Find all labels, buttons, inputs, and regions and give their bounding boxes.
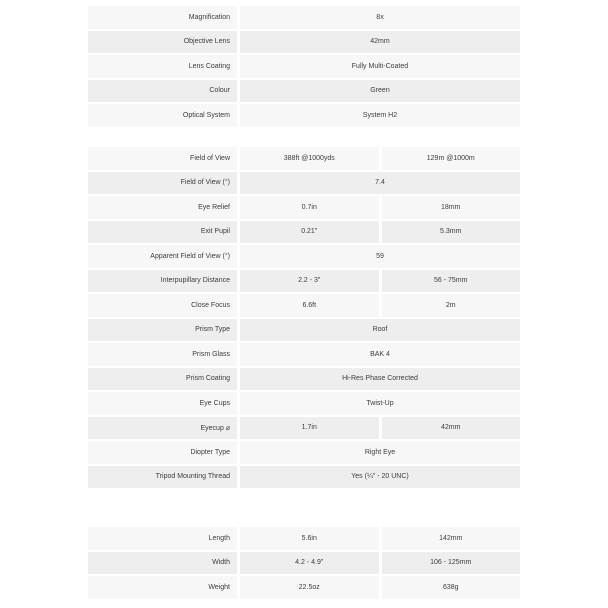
optical-system-value: System H2	[240, 104, 520, 127]
length-label: Length	[88, 527, 237, 550]
exit-pupil-values	[240, 221, 520, 244]
magnification-values	[240, 6, 520, 29]
spec-row-width	[88, 552, 520, 575]
general-specs-table	[88, 6, 520, 129]
tripod-mounting-thread-value: Yes (¼" - 20 UNC)	[240, 466, 520, 489]
spec-row-diopter-type	[88, 441, 520, 464]
eye-cups-values	[240, 392, 520, 415]
apparent-field-of-view-values	[240, 245, 520, 268]
tripod-mounting-thread-values	[240, 466, 520, 489]
prism-coating-label: Prism Coating	[88, 368, 237, 391]
length-metric-value: 142mm	[382, 527, 521, 550]
exit-pupil-label: Exit Pupil	[88, 221, 237, 244]
optical-system-label: Optical System	[88, 104, 237, 127]
eyecup-diameter-metric-value: 42mm	[382, 417, 521, 440]
eyecup-diameter-values	[240, 417, 520, 440]
field-of-view-label: Field of View	[88, 147, 237, 170]
spec-row-colour	[88, 80, 520, 103]
objective-lens-values	[240, 31, 520, 54]
spec-row-field-of-view	[88, 147, 520, 170]
interpupillary-distance-values	[240, 270, 520, 293]
eye-relief-label: Eye Relief	[88, 196, 237, 219]
spec-row-prism-type	[88, 319, 520, 342]
lens-coating-label: Lens Coating	[88, 55, 237, 78]
magnification-label: Magnification	[88, 6, 237, 29]
prism-coating-value: Hi-Res Phase Corrected	[240, 368, 520, 391]
eye-cups-label: Eye Cups	[88, 392, 237, 415]
weight-imperial-value: 22.5oz	[240, 576, 379, 599]
field-of-view-imperial-value: 388ft @1000yds	[240, 147, 379, 170]
eye-cups-value: Twist-Up	[240, 392, 520, 415]
width-imperial-value: 4.2 - 4.9"	[240, 552, 379, 575]
exit-pupil-imperial-value: 0.21"	[240, 221, 379, 244]
colour-value: Green	[240, 80, 520, 103]
width-values	[240, 552, 520, 575]
field-of-view-degrees-value: 7.4	[240, 172, 520, 195]
spec-row-exit-pupil	[88, 221, 520, 244]
eye-relief-values	[240, 196, 520, 219]
close-focus-metric-value: 2m	[382, 294, 521, 317]
dimensions-table	[88, 527, 520, 601]
prism-coating-values	[240, 368, 520, 391]
colour-values	[240, 80, 520, 103]
spec-row-magnification	[88, 6, 520, 29]
field-of-view-values	[240, 147, 520, 170]
spec-row-weight	[88, 576, 520, 599]
prism-type-values	[240, 319, 520, 342]
lens-coating-values	[240, 55, 520, 78]
optical-specs-table	[88, 147, 520, 490]
spec-row-eye-cups	[88, 392, 520, 415]
close-focus-imperial-value: 6.6ft	[240, 294, 379, 317]
eyecup-diameter-imperial-value: 1.7in	[240, 417, 379, 440]
weight-label: Weight	[88, 576, 237, 599]
interpupillary-distance-label: Interpupillary Distance	[88, 270, 237, 293]
spec-row-tripod-mounting-thread	[88, 466, 520, 489]
interpupillary-distance-imperial-value: 2.2 - 3"	[240, 270, 379, 293]
colour-label: Colour	[88, 80, 237, 103]
spec-row-eye-relief	[88, 196, 520, 219]
spec-row-prism-glass	[88, 343, 520, 366]
weight-values	[240, 576, 520, 599]
objective-lens-value: 42mm	[240, 31, 520, 54]
objective-lens-label: Objective Lens	[88, 31, 237, 54]
prism-glass-values	[240, 343, 520, 366]
spec-row-eyecup-diameter	[88, 417, 520, 440]
close-focus-values	[240, 294, 520, 317]
eyecup-diameter-label: Eyecup ⌀	[88, 417, 237, 440]
tripod-mounting-thread-label: Tripod Mounting Thread	[88, 466, 237, 489]
apparent-field-of-view-value: 59	[240, 245, 520, 268]
diopter-type-label: Diopter Type	[88, 441, 237, 464]
eye-relief-imperial-value: 0.7in	[240, 196, 379, 219]
spec-row-field-of-view-degrees	[88, 172, 520, 195]
spec-row-lens-coating	[88, 55, 520, 78]
prism-type-label: Prism Type	[88, 319, 237, 342]
field-of-view-degrees-values	[240, 172, 520, 195]
length-values	[240, 527, 520, 550]
prism-type-value: Roof	[240, 319, 520, 342]
spec-row-objective-lens	[88, 31, 520, 54]
lens-coating-value: Fully Multi-Coated	[240, 55, 520, 78]
spec-row-apparent-field-of-view	[88, 245, 520, 268]
length-imperial-value: 5.6in	[240, 527, 379, 550]
interpupillary-distance-metric-value: 56 - 75mm	[382, 270, 521, 293]
eye-relief-metric-value: 18mm	[382, 196, 521, 219]
magnification-value: 8x	[240, 6, 520, 29]
width-label: Width	[88, 552, 237, 575]
prism-glass-value: BAK 4	[240, 343, 520, 366]
field-of-view-degrees-label: Field of View (°)	[88, 172, 237, 195]
spec-row-optical-system	[88, 104, 520, 127]
spec-row-length	[88, 527, 520, 550]
spec-row-close-focus	[88, 294, 520, 317]
weight-metric-value: 638g	[382, 576, 521, 599]
prism-glass-label: Prism Glass	[88, 343, 237, 366]
diopter-type-values	[240, 441, 520, 464]
field-of-view-metric-value: 129m @1000m	[382, 147, 521, 170]
spec-row-interpupillary-distance	[88, 270, 520, 293]
optical-system-values	[240, 104, 520, 127]
close-focus-label: Close Focus	[88, 294, 237, 317]
width-metric-value: 106 - 125mm	[382, 552, 521, 575]
spec-row-prism-coating	[88, 368, 520, 391]
apparent-field-of-view-label: Apparent Field of View (°)	[88, 245, 237, 268]
exit-pupil-metric-value: 5.3mm	[382, 221, 521, 244]
diopter-type-value: Right Eye	[240, 441, 520, 464]
